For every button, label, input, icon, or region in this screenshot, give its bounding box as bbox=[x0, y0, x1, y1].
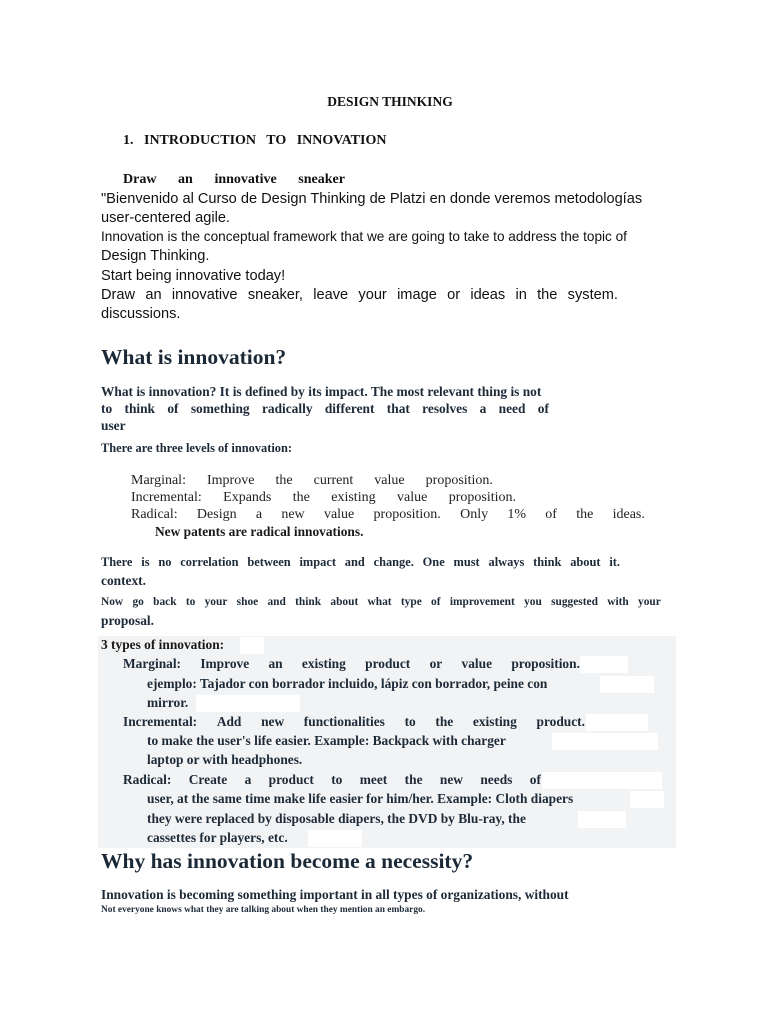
correlation-line-1 bbox=[101, 555, 620, 570]
word: product bbox=[268, 772, 314, 787]
word: Improve bbox=[207, 473, 255, 488]
word: Create bbox=[188, 772, 228, 787]
word: image bbox=[397, 287, 437, 303]
word: Add bbox=[216, 714, 242, 729]
word: existing bbox=[301, 656, 346, 671]
word: ideas. bbox=[612, 507, 645, 522]
word: new bbox=[281, 507, 305, 522]
word: Draw bbox=[123, 172, 157, 187]
word: the bbox=[404, 772, 423, 787]
word: current bbox=[313, 473, 354, 488]
what-is-innovation-heading: What is innovation? bbox=[101, 345, 287, 369]
section-heading: 1. INTRODUCTION TO INNOVATION bbox=[123, 133, 387, 148]
word: product bbox=[365, 656, 411, 671]
word: type bbox=[400, 596, 422, 608]
word: One bbox=[422, 555, 445, 569]
word: your bbox=[638, 596, 661, 608]
correlation-line-2: context. bbox=[101, 573, 146, 588]
type-incremental-line-2: to make the user's life easier. Example: Backpack with charger bbox=[147, 733, 506, 748]
word: about bbox=[570, 555, 601, 569]
word: Incremental: bbox=[131, 490, 202, 505]
word: improvement bbox=[449, 596, 515, 608]
word: about bbox=[330, 596, 359, 608]
word: value bbox=[374, 473, 405, 488]
word: back bbox=[153, 596, 177, 608]
word: impact bbox=[299, 555, 336, 569]
shoe-line-1 bbox=[101, 596, 661, 608]
word: Marginal: bbox=[123, 656, 182, 671]
word: of bbox=[431, 596, 441, 608]
highlight-gap bbox=[578, 811, 626, 828]
definition-line-1: What is innovation? It is defined by its impact. The most relevant thing is not bbox=[101, 384, 542, 399]
type-marginal-line-3: mirror. bbox=[147, 695, 189, 710]
word: innovative bbox=[171, 287, 238, 303]
word: innovative bbox=[214, 172, 277, 187]
highlight-gap bbox=[240, 637, 264, 654]
word: sneaker bbox=[298, 172, 345, 187]
word: proposition. bbox=[448, 490, 516, 505]
word: the bbox=[576, 507, 594, 522]
word: 1% bbox=[507, 507, 527, 522]
highlight-gap bbox=[552, 733, 658, 750]
type-marginal-line-2: ejemplo: Tajador con borrador incluido, lápiz con borrador, peine con bbox=[147, 676, 548, 691]
word: sneaker, bbox=[247, 287, 303, 303]
patents-note: New patents are radical innovations. bbox=[155, 524, 364, 539]
word: Marginal: bbox=[131, 473, 186, 488]
intro-line-4: Design Thinking. bbox=[101, 248, 210, 264]
word: of bbox=[167, 401, 179, 416]
word: a bbox=[244, 772, 252, 787]
type-radical-line-3: they were replaced by disposable diapers, the DVD by Blu-ray, the bbox=[147, 811, 526, 826]
word: what bbox=[367, 596, 392, 608]
type-incremental-line-3: laptop or with headphones. bbox=[147, 752, 303, 767]
word: change. bbox=[373, 555, 414, 569]
word: Improve bbox=[200, 656, 250, 671]
word: value bbox=[461, 656, 493, 671]
word: proposition. bbox=[425, 473, 493, 488]
word: an bbox=[145, 287, 162, 303]
word: your bbox=[204, 596, 228, 608]
word: different bbox=[324, 401, 375, 416]
word: existing bbox=[331, 490, 376, 505]
intro-line-1: "Bienvenido al Curso de Design Thinking de Platzi en donde veremos metodologías bbox=[101, 191, 643, 207]
word: the bbox=[292, 490, 310, 505]
word: to bbox=[404, 714, 416, 729]
word: new bbox=[261, 714, 285, 729]
word: value bbox=[323, 507, 355, 522]
word: proposition. bbox=[511, 656, 580, 671]
word: Now bbox=[101, 596, 124, 608]
word: Radical: bbox=[123, 772, 172, 787]
word: it. bbox=[609, 555, 620, 569]
word: product. bbox=[536, 714, 585, 729]
word: is bbox=[141, 555, 150, 569]
word: Only bbox=[460, 507, 489, 522]
intro-line-6 bbox=[101, 287, 618, 303]
highlight-gap bbox=[630, 791, 664, 808]
word: a bbox=[255, 507, 263, 522]
intro-line-2: user-centered agile. bbox=[101, 210, 230, 226]
word: a bbox=[479, 401, 487, 416]
word: an bbox=[268, 656, 283, 671]
word: think bbox=[124, 401, 156, 416]
word: to bbox=[331, 772, 343, 787]
levels-intro: There are three levels of innovation: bbox=[101, 441, 292, 455]
intro-line-7: discussions. bbox=[101, 306, 181, 322]
intro-line-3: Innovation is the conceptual framework that we are going to take to address the topic of bbox=[101, 229, 627, 244]
word: Design bbox=[196, 507, 237, 522]
word: you bbox=[524, 596, 542, 608]
word: Radical: bbox=[131, 507, 178, 522]
type-marginal-line-1 bbox=[123, 656, 580, 672]
word: suggested bbox=[551, 596, 598, 608]
definition-line-2 bbox=[101, 401, 549, 417]
word: resolves bbox=[422, 401, 468, 416]
sneaker-heading bbox=[123, 172, 345, 188]
word: and bbox=[344, 555, 365, 569]
highlight-gap bbox=[542, 772, 662, 789]
word: the bbox=[435, 714, 454, 729]
word: Draw bbox=[101, 287, 136, 303]
word: your bbox=[358, 287, 387, 303]
word: of bbox=[545, 507, 557, 522]
word: to bbox=[185, 596, 196, 608]
word: Expands bbox=[223, 490, 272, 505]
word: in bbox=[515, 287, 527, 303]
word: ideas bbox=[470, 287, 506, 303]
word: needs bbox=[480, 772, 513, 787]
word: proposition. bbox=[373, 507, 441, 522]
type-radical-line-4: cassettes for players, etc. bbox=[147, 830, 288, 845]
necessity-line-2: Not everyone knows what they are talking about when they mention an embargo. bbox=[101, 905, 426, 915]
level-marginal bbox=[131, 473, 493, 489]
word: or bbox=[429, 656, 443, 671]
highlight-gap bbox=[600, 676, 654, 693]
word: There bbox=[101, 555, 133, 569]
word: the bbox=[537, 287, 558, 303]
necessity-line-1: Innovation is becoming something important in all types of organizations, without bbox=[101, 887, 569, 902]
word: with bbox=[607, 596, 629, 608]
word: meet bbox=[359, 772, 388, 787]
word: existing bbox=[472, 714, 517, 729]
word: and bbox=[267, 596, 286, 608]
word: radically bbox=[261, 401, 313, 416]
word: that bbox=[386, 401, 410, 416]
shoe-line-2: proposal. bbox=[101, 613, 154, 628]
word: need bbox=[498, 401, 526, 416]
types-heading: 3 types of innovation: bbox=[101, 637, 225, 652]
level-radical bbox=[131, 507, 645, 523]
word: must bbox=[453, 555, 480, 569]
highlight-gap bbox=[586, 714, 648, 731]
word: correlation bbox=[180, 555, 239, 569]
word: between bbox=[247, 555, 291, 569]
definition-line-3: user bbox=[101, 418, 126, 433]
word: shoe bbox=[236, 596, 259, 608]
word: no bbox=[158, 555, 172, 569]
word: an bbox=[178, 172, 193, 187]
word: think bbox=[533, 555, 562, 569]
word: think bbox=[295, 596, 322, 608]
type-radical-line-2: user, at the same time make life easier for him/her. Example: Cloth diapers bbox=[147, 791, 574, 806]
type-radical-line-1 bbox=[123, 772, 541, 788]
word: go bbox=[132, 596, 144, 608]
word: or bbox=[447, 287, 461, 303]
word: functionalities bbox=[303, 714, 385, 729]
word: to bbox=[101, 401, 113, 416]
word: of bbox=[529, 772, 541, 787]
word: Incremental: bbox=[123, 714, 198, 729]
highlight-gap bbox=[196, 695, 300, 712]
intro-line-5: Start being innovative today! bbox=[101, 268, 286, 284]
word: something bbox=[190, 401, 250, 416]
type-incremental-line-1 bbox=[123, 714, 585, 730]
highlight-gap bbox=[580, 656, 628, 673]
word: system. bbox=[567, 287, 618, 303]
word: the bbox=[275, 473, 293, 488]
level-incremental bbox=[131, 490, 516, 506]
document-title: DESIGN THINKING bbox=[327, 94, 453, 109]
word: leave bbox=[313, 287, 349, 303]
word: always bbox=[488, 555, 525, 569]
highlight-gap bbox=[308, 830, 362, 847]
word: value bbox=[396, 490, 428, 505]
necessity-heading: Why has innovation become a necessity? bbox=[101, 849, 474, 873]
word: new bbox=[439, 772, 463, 787]
word: of bbox=[537, 401, 549, 416]
